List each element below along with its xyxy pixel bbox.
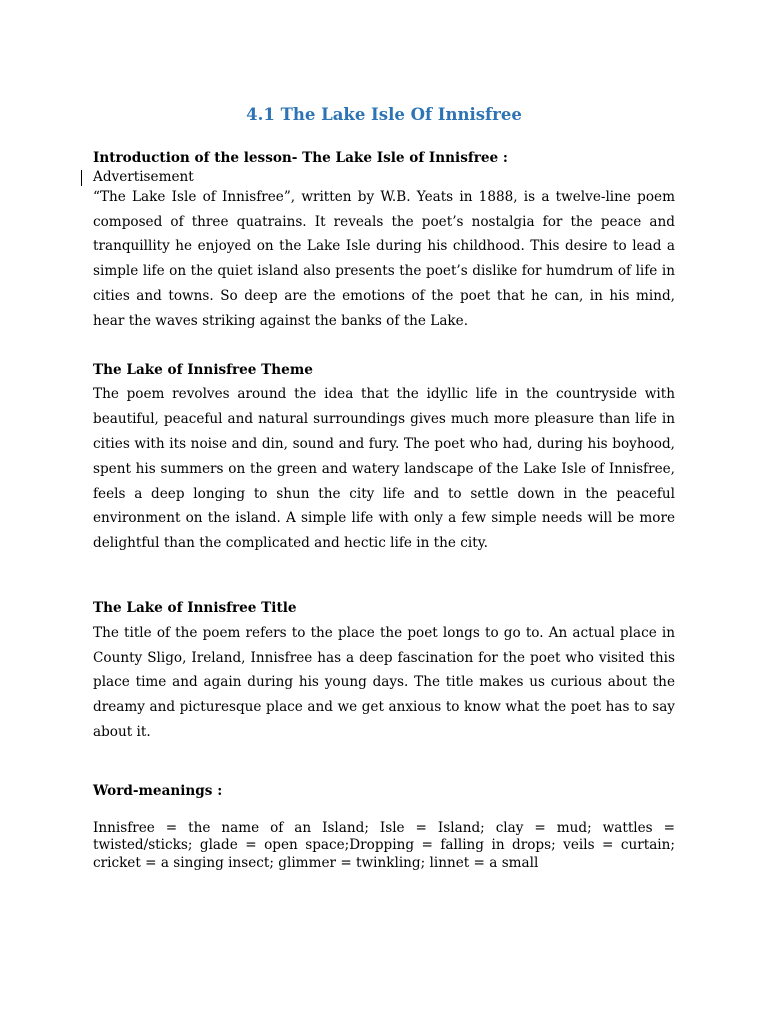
intro-paragraph: “The Lake Isle of Innisfree”, written by W.B. Yeats in 1888, is a twelve-line poem composed of three quatrains. It reveals the poet’s nostalgia for the peace and tranquillity he enjoyed on the Lake Isle during his childhood. This desire to lead a simple life on the quiet island also presents the poet’s dislike for humdrum of life in cities and towns. So deep are the emotions of the poet that he can, in his mind, hear the waves striking against the banks of the Lake. [93, 188, 675, 329]
advertisement-row [93, 169, 675, 186]
intro-heading: Introduction of the lesson- The Lake Isle of Innisfree : [93, 150, 508, 166]
theme-paragraph: The poem revolves around the idea that the idyllic life in the countryside with beautiful, peaceful and natural surroundings gives much more pleasure than life in cities with its noise and din, sound and fury. The poet who had, during his boyhood, spent his summers on the green and watery landscape of the Lake Isle of Innisfree, feels a deep longing to shun the city life and to settle down in the peaceful environment on the island. A simple life with only a few simple needs will be more delightful than the complicated and hectic life in the city. [93, 386, 675, 552]
document-body [93, 146, 675, 872]
advertisement-label: Advertisement [93, 168, 194, 185]
spacer [93, 745, 675, 779]
title-paragraph: The title of the poem refers to the place the poet longs to go to. An actual place in County Sligo, Ireland, Innisfree has a deep fascination for the poet who visited this place time and again during his young days. The title makes us curious about the dreamy and picturesque place and we get anxious to know what the poet has to say about it. [93, 624, 675, 740]
page-title: 4.1 The Lake Isle Of Innisfree [246, 105, 522, 124]
theme-heading: The Lake of Innisfree Theme [93, 361, 313, 378]
title-heading: The Lake of Innisfree Title [93, 599, 297, 616]
text-cursor [81, 170, 82, 186]
spacer [93, 804, 675, 820]
word-meanings-text: Innisfree = the name of an Island; Isle = Island; clay = mud; wattles = twisted/sticks; glade = open space;Dropping = falling in drops; veils = curtain; cricket = a singing insect; glimmer = twinkling; linnet = a small [93, 819, 675, 871]
spacer [93, 556, 675, 596]
word-meanings-heading: Word-meanings : [93, 782, 223, 799]
spacer [93, 334, 675, 358]
